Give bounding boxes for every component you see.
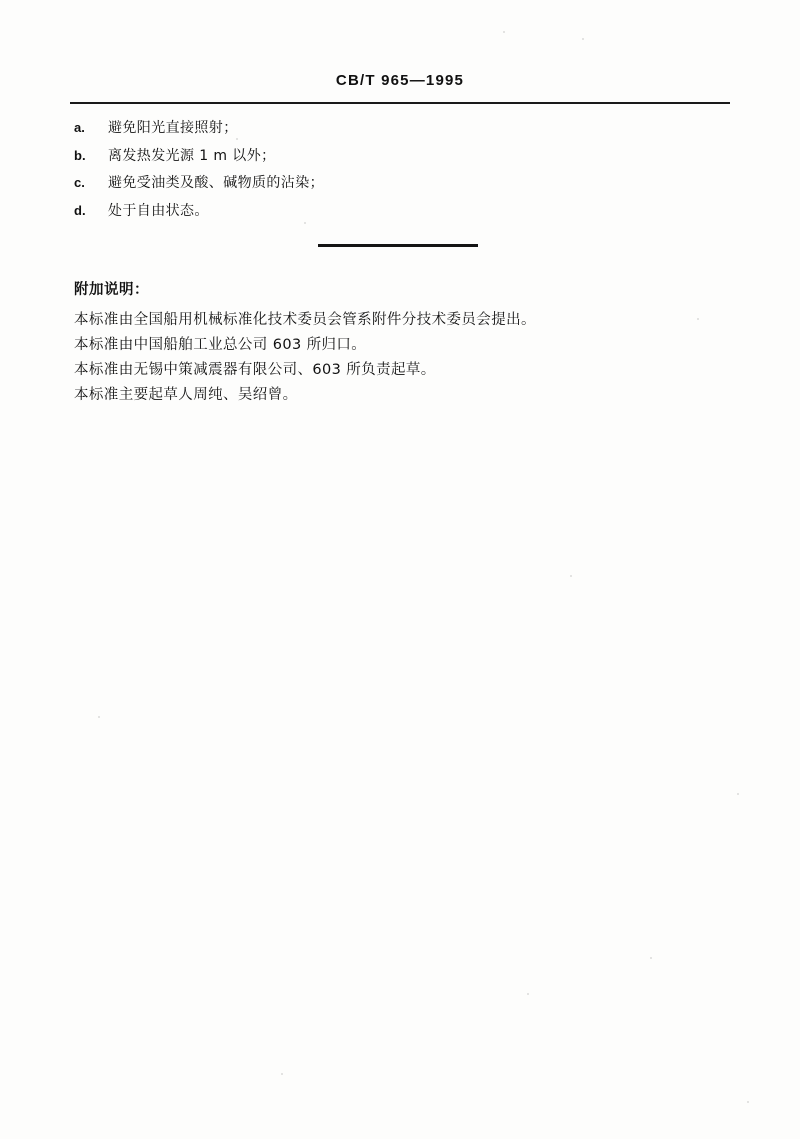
notes-line: 本标准由无锡中策减震器有限公司、603 所负责起草。 bbox=[74, 361, 436, 378]
notes-line: 本标准由中国船舶工业总公司 603 所归口。 bbox=[74, 336, 367, 353]
additional-notes bbox=[74, 278, 728, 408]
list-item-text: 离发热发光源 1 m 以外； bbox=[108, 147, 276, 164]
header-rule bbox=[70, 102, 730, 104]
scan-speck bbox=[747, 1101, 749, 1103]
requirements-list bbox=[74, 118, 728, 229]
list-item-text: 避免阳光直接照射； bbox=[108, 120, 238, 136]
section-divider bbox=[318, 244, 478, 247]
list-item-marker: a. bbox=[74, 120, 85, 135]
scan-speck bbox=[570, 575, 572, 577]
scan-speck bbox=[98, 716, 100, 718]
list-item-text: 处于自由状态。 bbox=[108, 203, 209, 220]
list-item bbox=[74, 118, 728, 140]
list-item-marker: c. bbox=[74, 175, 85, 191]
scan-speck bbox=[281, 1073, 283, 1075]
notes-line: 本标准由全国船用机械标准化技术委员会管系附件分技术委员会提出。 bbox=[74, 312, 536, 328]
scan-speck bbox=[650, 957, 652, 959]
page-header bbox=[72, 72, 728, 89]
standard-code: CB/T 965—1995 bbox=[335, 72, 465, 89]
list-item-text: 避免受油类及酸、碱物质的沾染； bbox=[108, 175, 324, 192]
scan-speck bbox=[527, 993, 529, 995]
list-item-marker: d. bbox=[74, 203, 86, 219]
notes-line: 本标准主要起草人周纯、吴绍曾。 bbox=[74, 386, 298, 403]
list-item bbox=[74, 173, 728, 195]
notes-title: 附加说明： bbox=[74, 282, 149, 298]
list-item bbox=[74, 201, 728, 223]
scan-speck bbox=[582, 38, 584, 40]
list-item bbox=[74, 146, 728, 168]
scan-speck bbox=[737, 793, 739, 795]
scan-speck bbox=[503, 31, 505, 33]
list-item-marker: b. bbox=[74, 147, 86, 163]
